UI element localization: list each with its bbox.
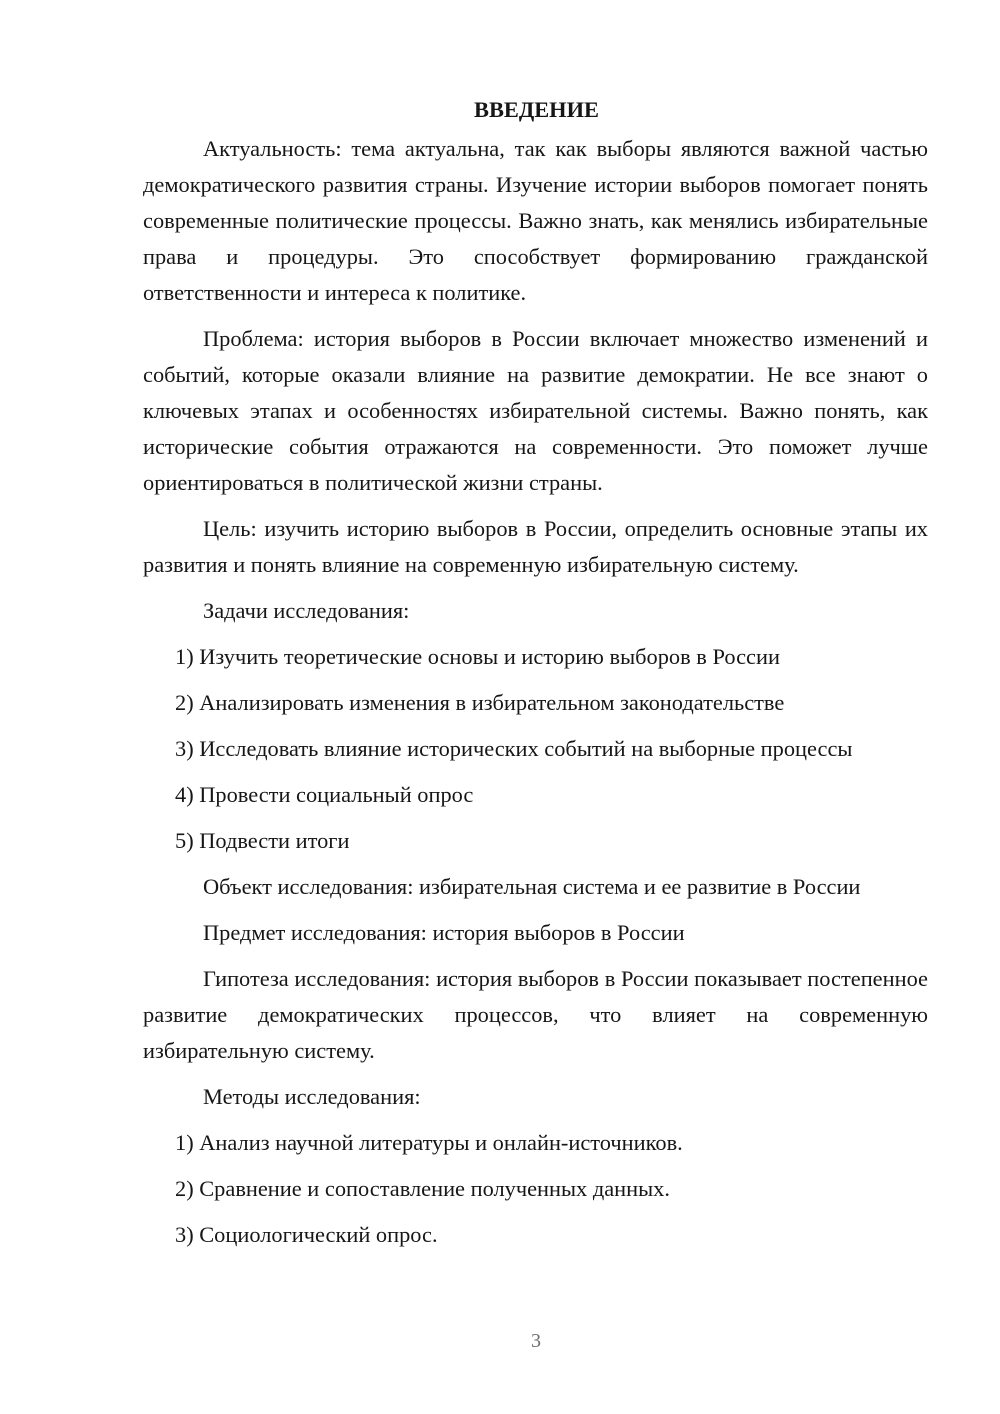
page-number: 3 (531, 1330, 541, 1352)
problem-paragraph: Проблема: история выборов в России включает множество изменений и событий, которые оказали влияние на развитие демократии. Не все знают о ключевых этапах и особенностях избирательной системы. Важно понять, как исторические события отражаются на современности. Это поможет лучше ориентироваться в политической жизни страны. (143, 326, 928, 495)
hypothesis-paragraph: Гипотеза исследования: история выборов в России показывает постепенное развитие демократических процессов, что влияет на современную избирательную систему. (143, 966, 928, 1063)
methods-heading: Методы исследования: (203, 1084, 421, 1109)
method-item: 2) Сравнение и сопоставление полученных данных. (175, 1176, 670, 1201)
tasks-list (143, 639, 928, 859)
tasks-heading: Задачи исследования: (203, 598, 410, 623)
task-item: 1) Изучить теоретические основы и историю выборов в России (175, 644, 780, 669)
goal-paragraph: Цель: изучить историю выборов в России, определить основные этапы их развития и понять влияние на современную избирательную систему. (143, 516, 928, 577)
method-item: 1) Анализ научной литературы и онлайн-источников. (175, 1130, 683, 1155)
research-subject: Предмет исследования: история выборов в России (203, 920, 685, 945)
task-item: 2) Анализировать изменения в избирательном законодательстве (175, 690, 785, 715)
task-item: 3) Исследовать влияние исторических событий на выборные процессы (175, 736, 853, 761)
methods-list (143, 1125, 928, 1253)
document-body (143, 92, 928, 1253)
section-title: ВВЕДЕНИЕ (474, 97, 599, 122)
task-item: 4) Провести социальный опрос (175, 782, 474, 807)
relevance-paragraph: Актуальность: тема актуальна, так как выборы являются важной частью демократического развития страны. Изучение истории выборов помогает понять современные политические процессы. Важно знать, как менялись избирательные права и процедуры. Это способствует формированию гражданской ответственности и интереса к политике. (143, 136, 928, 305)
method-item: 3) Социологический опрос. (175, 1222, 438, 1247)
research-object: Объект исследования: избирательная система и ее развитие в России (203, 874, 861, 899)
task-item: 5) Подвести итоги (175, 828, 350, 853)
